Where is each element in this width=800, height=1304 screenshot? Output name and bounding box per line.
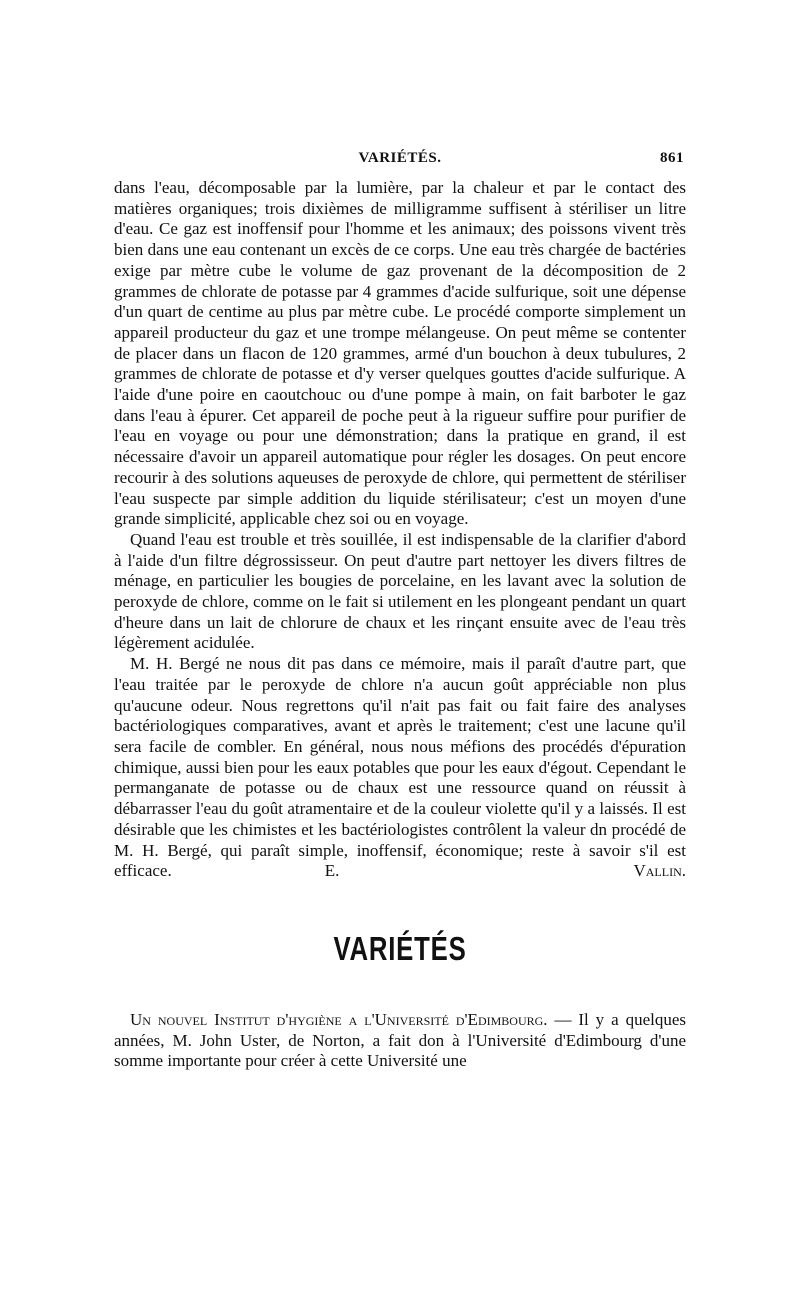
author-signature: E. Vallin.: [324, 861, 686, 881]
page: [114, 150, 686, 1072]
running-head: [114, 150, 686, 172]
article-lead-text: — Il y a quelques années, M. John Uster, de Norton, a fait don à l'Université d'Edimbourg d'une somme importante pour créer à cette Université une: [114, 1009, 686, 1071]
article-lead-title: Un nouvel Institut d'hygiène a l'Université d'Edimbourg.: [130, 1009, 548, 1029]
paragraph-edinburgh-institute: [114, 1010, 686, 1072]
paragraph-berge-critique: [114, 654, 686, 882]
paragraph-chlorine-gas: dans l'eau, décomposable par la lumière, par la chaleur et par le contact des matières organiques; trois dixièmes de milligramme suffisent à stériliser un litre d'eau. Ce gaz est inoffensif pour l'homme et les animaux; des poissons vivent très bien dans une eau contenant un excès de ce corps. Une eau très chargée de bactéries exige par mètre cube le volume de gaz provenant de la décomposition de 2 grammes de chlorate de potasse par 4 grammes d'acide sulfurique, soit une dépense d'un quart de centime au plus par mètre cube. Le procédé comporte simplement un appareil producteur du gaz et une trompe mélangeuse. On peut même se contenter de placer dans un flacon de 120 grammes, armé d'un bouchon à deux tubulures, 2 grammes de chlorate de potasse et d'y verser quelques gouttes d'acide sulfurique. A l'aide d'une poire en caoutchouc ou d'une pompe à main, on fait barboter le gaz dans l'eau à épurer. Cet appareil de poche peut à la rigueur suffire pour purifier de l'eau en voyage ou pour une démonstration; dans la pratique en grand, il est nécessaire d'avoir un appareil automatique pour régler les dosages. On peut encore recourir à des solutions aqueuses de peroxyde de chlore, qui permettent de stériliser l'eau suspecte par simple addition du liquide stérilisateur; c'est un moyen d'une grande simplicité, applicable chez soi ou en voyage.: [114, 178, 686, 529]
paragraph-berge-text: M. H. Bergé ne nous dit pas dans ce mémoire, mais il paraît d'autre part, que l'eau traitée par le peroxyde de chlore n'a aucun goût appréciable non plus qu'aucune odeur. Nous regrettons qu'il n'ait pas fait ou fait faire des analyses bactériologiques comparatives, avant et après le traitement; c'est une lacune qu'il sera facile de combler. En général, nous nous méfions des procédés d'épuration chimique, aussi bien pour les eaux potables que pour les eaux d'égout. Cependant le permanganate de potasse ou de chaux est une ressource quand on réussit à débarrasser l'eau du goût atramentaire et de la couleur violette qu'il y a laissés. Il est désirable que les chimistes et les bactériologistes contrôlent la valeur dn procédé de M. H. Bergé, qui paraît simple, inoffensif, économique; reste à savoir s'il est efficace.: [114, 654, 686, 881]
running-title: VARIÉTÉS.: [358, 150, 442, 166]
page-number: 861: [660, 150, 684, 166]
paragraph-turbid-water: Quand l'eau est trouble et très souillée, il est indispensable de la clarifier d'abord à l'aide d'un filtre dégrossisseur. On peut d'autre part nettoyer les divers filtres de ménage, en particulier les bougies de porcelaine, en les lavant avec la solution de peroxyde de chlore, comme on le fait si utilement en les plongeant pendant un quart d'heure dans un lait de chlorure de chaux et les rinçant ensuite avec de l'eau très légèrement acidulée.: [114, 529, 686, 653]
section-heading: VARIÉTÉS: [333, 929, 467, 967]
